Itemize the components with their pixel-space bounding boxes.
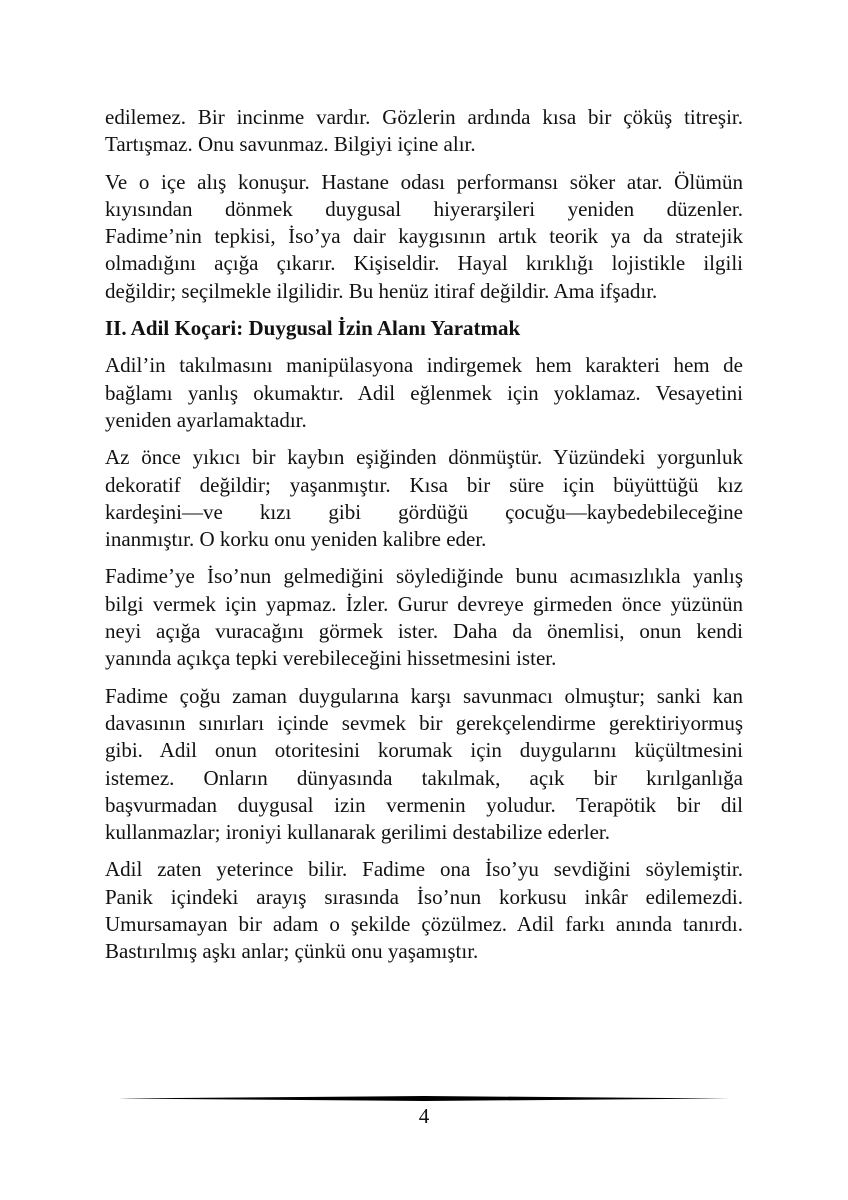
text-line: edilemez. Bir incinme vardır. Gözlerin ardında kısa bir çöküş titreşir. bbox=[105, 105, 743, 129]
text-line: değildir; seçilmekle ilgilidir. Bu henüz itiraf değildir. Ama ifşadır. bbox=[105, 278, 658, 303]
text-line: kardeşini—ve kızı gibi gördüğü çocuğu—kaybedebileceğine bbox=[105, 499, 743, 524]
text-line: Bastırılmış aşkı anlar; çünkü onu yaşamıştır. bbox=[105, 939, 479, 964]
text-line: olmadığını açığa çıkarır. Kişiseldir. Hayal kırıklığı lojistikle ilgili bbox=[105, 251, 743, 276]
text-line: inanmıştır. O korku onu yeniden kalibre eder. bbox=[105, 527, 487, 552]
paragraph bbox=[105, 352, 743, 434]
text-line: gibi. Adil onun otoritesini korumak için duygularını küçültmesini bbox=[105, 738, 743, 763]
footer-divider bbox=[118, 1096, 730, 1101]
text-line: bağlamı yanlış okumaktır. Adil eğlenmek için yoklamaz. Vesayetini bbox=[105, 380, 743, 405]
text-line: Ve o içe alış konuşur. Hastane odası performansı söker atar. Ölümün bbox=[105, 169, 743, 194]
paragraph bbox=[105, 104, 743, 159]
paragraph bbox=[105, 169, 743, 305]
text-line: yanında açıkça tepki verebileceğini hissetmesini ister. bbox=[105, 646, 557, 671]
page-number: 4 bbox=[418, 1104, 430, 1128]
paragraph bbox=[105, 856, 743, 965]
page-body bbox=[105, 104, 743, 976]
paragraph bbox=[105, 563, 743, 672]
text-line: Tartışmaz. Onu savunmaz. Bilgiyi içine alır. bbox=[105, 132, 476, 157]
text-line: yeniden ayarlamaktadır. bbox=[105, 407, 307, 432]
text-line: bilgi vermek için yapmaz. İzler. Gurur devreye girmeden önce yüzünün bbox=[105, 591, 743, 616]
text-line: Adil’in takılmasını manipülasyona indirgemek hem karakteri hem de bbox=[105, 353, 743, 378]
text-line: dekoratif değildir; yaşanmıştır. Kısa bir süre için büyüttüğü kız bbox=[105, 472, 743, 497]
text-line: istemez. Onların dünyasında takılmak, açık bir kırılganlığa bbox=[105, 765, 743, 790]
text-line: neyi açığa vuracağını görmek ister. Daha da önemlisi, onun kendi bbox=[105, 619, 743, 644]
text-line: Panik içindeki arayış sırasında İso’nun korkusu inkâr edilemezdi. bbox=[105, 884, 743, 909]
text-line: kıyısından dönmek duygusal hiyerarşileri yeniden düzenler. bbox=[105, 196, 743, 221]
text-line: Fadime’nin tepkisi, İso’ya dair kaygısının artık teorik ya da stratejik bbox=[105, 224, 743, 249]
text-line: Az önce yıkıcı bir kaybın eşiğinden dönmüştür. Yüzündeki yorgunluk bbox=[105, 445, 743, 470]
section-heading: II. Adil Koçari: Duygusal İzin Alanı Yaratmak bbox=[105, 316, 521, 341]
text-line: Fadime’ye İso’nun gelmediğini söylediğinde bunu acımasızlıkla yanlış bbox=[105, 564, 743, 589]
text-line: Fadime çoğu zaman duygularına karşı savunmacı olmuştur; sanki kan bbox=[105, 683, 743, 708]
text-line: davasının sınırları içinde sevmek bir gerekçelendirme gerektiriyormuş bbox=[105, 710, 743, 735]
text-line: Adil zaten yeterince bilir. Fadime ona İso’yu sevdiğini söylemiştir. bbox=[105, 857, 743, 882]
text-line: başvurmadan duygusal izin vermenin yoludur. Terapötik bir dil bbox=[105, 792, 743, 817]
paragraph bbox=[105, 683, 743, 847]
paragraph bbox=[105, 444, 743, 553]
text-line: kullanmazlar; ironiyi kullanarak gerilimi destabilize ederler. bbox=[105, 820, 610, 845]
text-line: Umursamayan bir adam o şekilde çözülmez. Adil farkı anında tanırdı. bbox=[105, 912, 743, 937]
